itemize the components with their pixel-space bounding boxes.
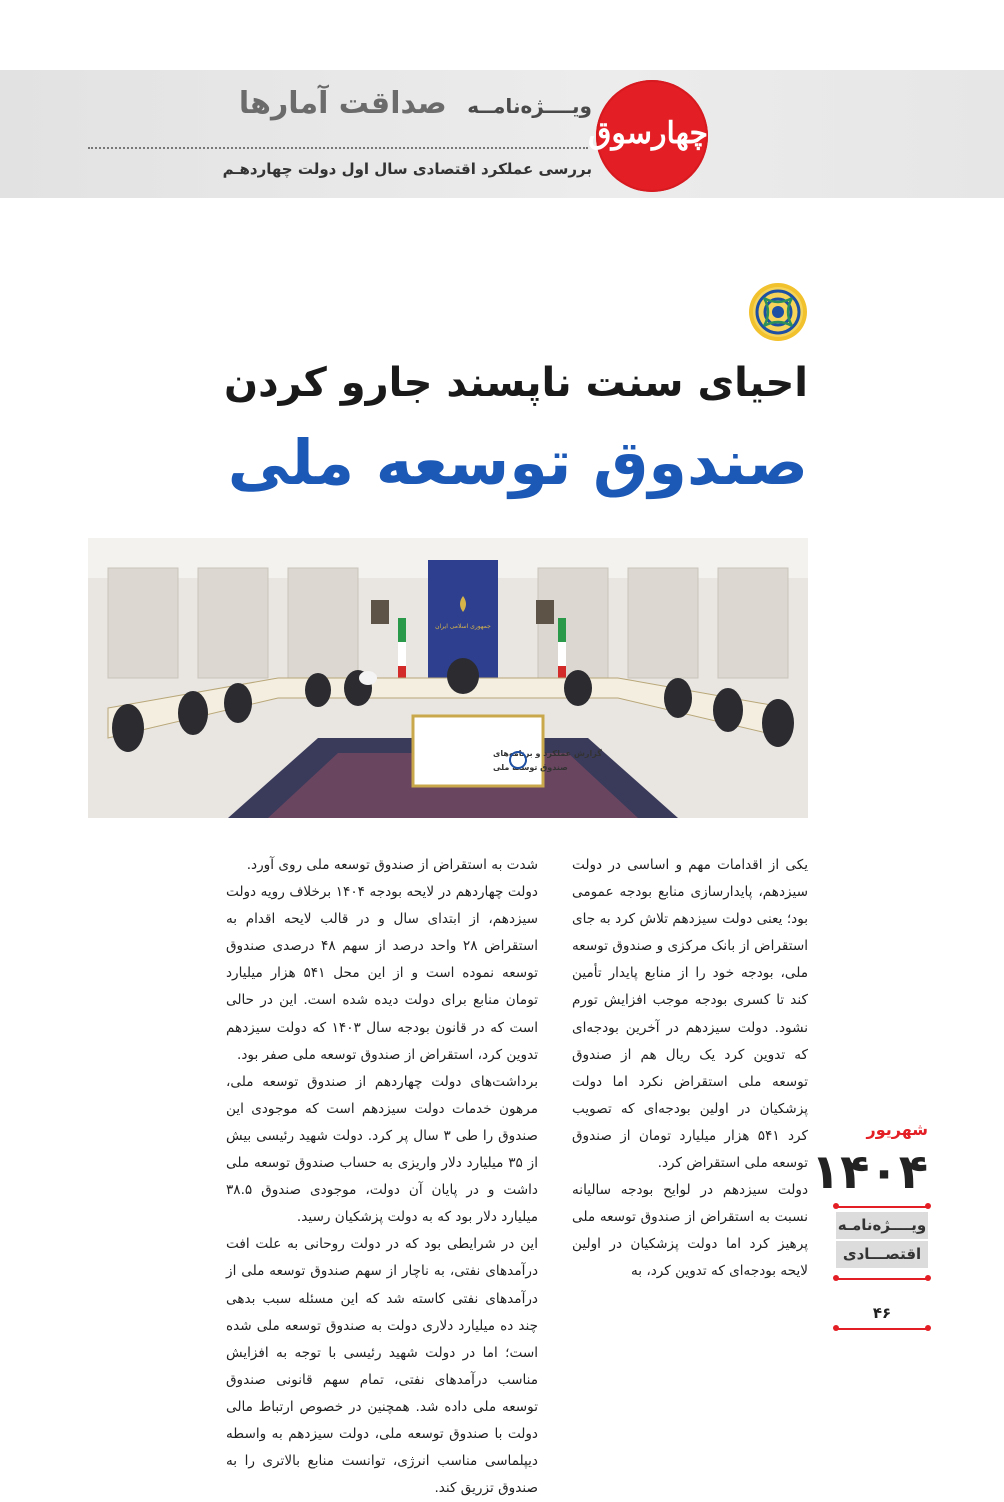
board-caption-line-1: گزارش عملکرد و برنامه‌های: [493, 749, 602, 758]
chaharsough-logo: [588, 80, 708, 192]
divider-dot: [925, 1203, 931, 1209]
article-column-right: [572, 852, 808, 1286]
paragraph: شدت به استقراض از صندوق توسعه ملی روی آورد.: [246, 857, 538, 873]
headline-line-1: احیای سنت ناپسند جارو کردن: [223, 360, 808, 406]
issue-label-line-1: ویــــژه‌نامـه: [836, 1212, 928, 1239]
header-subtitle: بررسی عملکرد اقتصادی سال اول دولت چهاردهـم: [222, 160, 592, 178]
paragraph: برداشت‌های دولت چهاردهم از صندوق توسعه ملی، مرهون خدمات دولت سیزدهم است که موجودی این صندوق را طی ۳ سال پر کرد. دولت شهید رئیسی بیش از ۳۵ میلیارد دلار واریزی به حساب صندوق توسعه ملی داشت و در پایان آن دولت، موجودی صندوق ۳۸.۵ میلیارد دلار بود که به دولت پزشکیان رسید.: [226, 1073, 538, 1226]
divider-dot: [925, 1325, 931, 1331]
series-prefix: ویــــژه‌نامــه: [467, 94, 592, 118]
sidebar-divider: [836, 1328, 928, 1330]
sidebar-divider: [836, 1278, 928, 1280]
board-caption-line-2: صندوق توسعه ملی: [493, 763, 568, 772]
article-column-left: [226, 852, 538, 1502]
logo-text: چهارسوق: [588, 116, 708, 151]
paragraph: این در شرایطی بود که در دولت روحانی به علت افت درآمدهای نفتی، به ناچار از سهم صندوق توسعه ملی از درآمدهای نفتی کاسته شد که این مسئله سبب بدهی چند ده میلیارد دلاری دولت به صندوق توسعه ملی شده است؛ اما در دولت شهید رئیسی با توجه به افزایش مناسب درآمدهای نفتی، تمام سهم قانونی صندوق توسعه ملی داده شد. همچنین در خصوص ارتباط مالی دولت با صندوق توسعه ملی، دولت سیزدهم به واسطه دیپلماسی مناسب انرژی، توانست منابع بالاتری را به صندوق تزریق کند.: [226, 1236, 538, 1497]
paragraph: دولت سیزدهم در لوایح بودجه سالیانه نسبت به استقراض از صندوق توسعه ملی پرهیز کرد اما دولت پزشکیان در اولین لایحه بودجه‌ای که تدوین کرد، به: [572, 1182, 808, 1280]
national-development-fund-emblem-icon: [748, 282, 808, 342]
header-dotted-divider: [88, 147, 588, 149]
paragraph: دولت چهاردهم در لایحه بودجه ۱۴۰۴ برخلاف رویه دولت سیزدهم، از ابتدای سال و در قالب لایحه اقدام به استقراض ۲۸ واحد درصد از سهم ۴۸ درصدی صندوق توسعه نموده است و از این محل ۵۴۱ هزار میلیارد تومان منابع برای دولت دیده شده است. این در حالی است که در قانون بودجه سال ۱۴۰۳ که دولت سیزدهم تدوین کرد، استقراض از صندوق توسعه ملی صفر بود.: [226, 884, 538, 1063]
page-number: ۴۶: [872, 1304, 892, 1322]
divider-dot: [833, 1325, 839, 1331]
cabinet-meeting-photo: [88, 538, 808, 818]
issue-year: ۱۴۰۴: [810, 1144, 928, 1200]
series-title: [239, 86, 592, 121]
series-title-text: صداقت آمارها: [238, 86, 447, 121]
sidebar-divider: [836, 1206, 928, 1208]
divider-dot: [833, 1203, 839, 1209]
headline-line-2: صندوق توسعه ملی: [227, 426, 808, 499]
issue-month: شهریور: [866, 1120, 928, 1139]
divider-dot: [925, 1275, 931, 1281]
paragraph: یکی از اقدامات مهم و اساسی در دولت سیزدهم، پایدارسازی منابع بودجه عمومی بود؛ یعنی دولت سیزدهم تلاش کرد به جای استقراض از بانک مرکزی و صندوق توسعه ملی، بودجه خود را از منابع پایدار تأمین کند تا کسری بودجه موجب افزایش تورم نشود. دولت سیزدهم در آخرین بودجه‌ای که تدوین کرد یک ریال هم از صندوق توسعه ملی استقراض نکرد اما دولت پزشکیان در اولین بودجه‌ای که تصویب کرد ۵۴۱ هزار میلیارد تومان از صندوق توسعه ملی استقراض کرد.: [572, 857, 808, 1172]
divider-dot: [833, 1275, 839, 1281]
flag-text: جمهوری اسلامی ایران: [435, 623, 491, 630]
issue-label-line-2: اقتصـــادی: [836, 1241, 928, 1268]
